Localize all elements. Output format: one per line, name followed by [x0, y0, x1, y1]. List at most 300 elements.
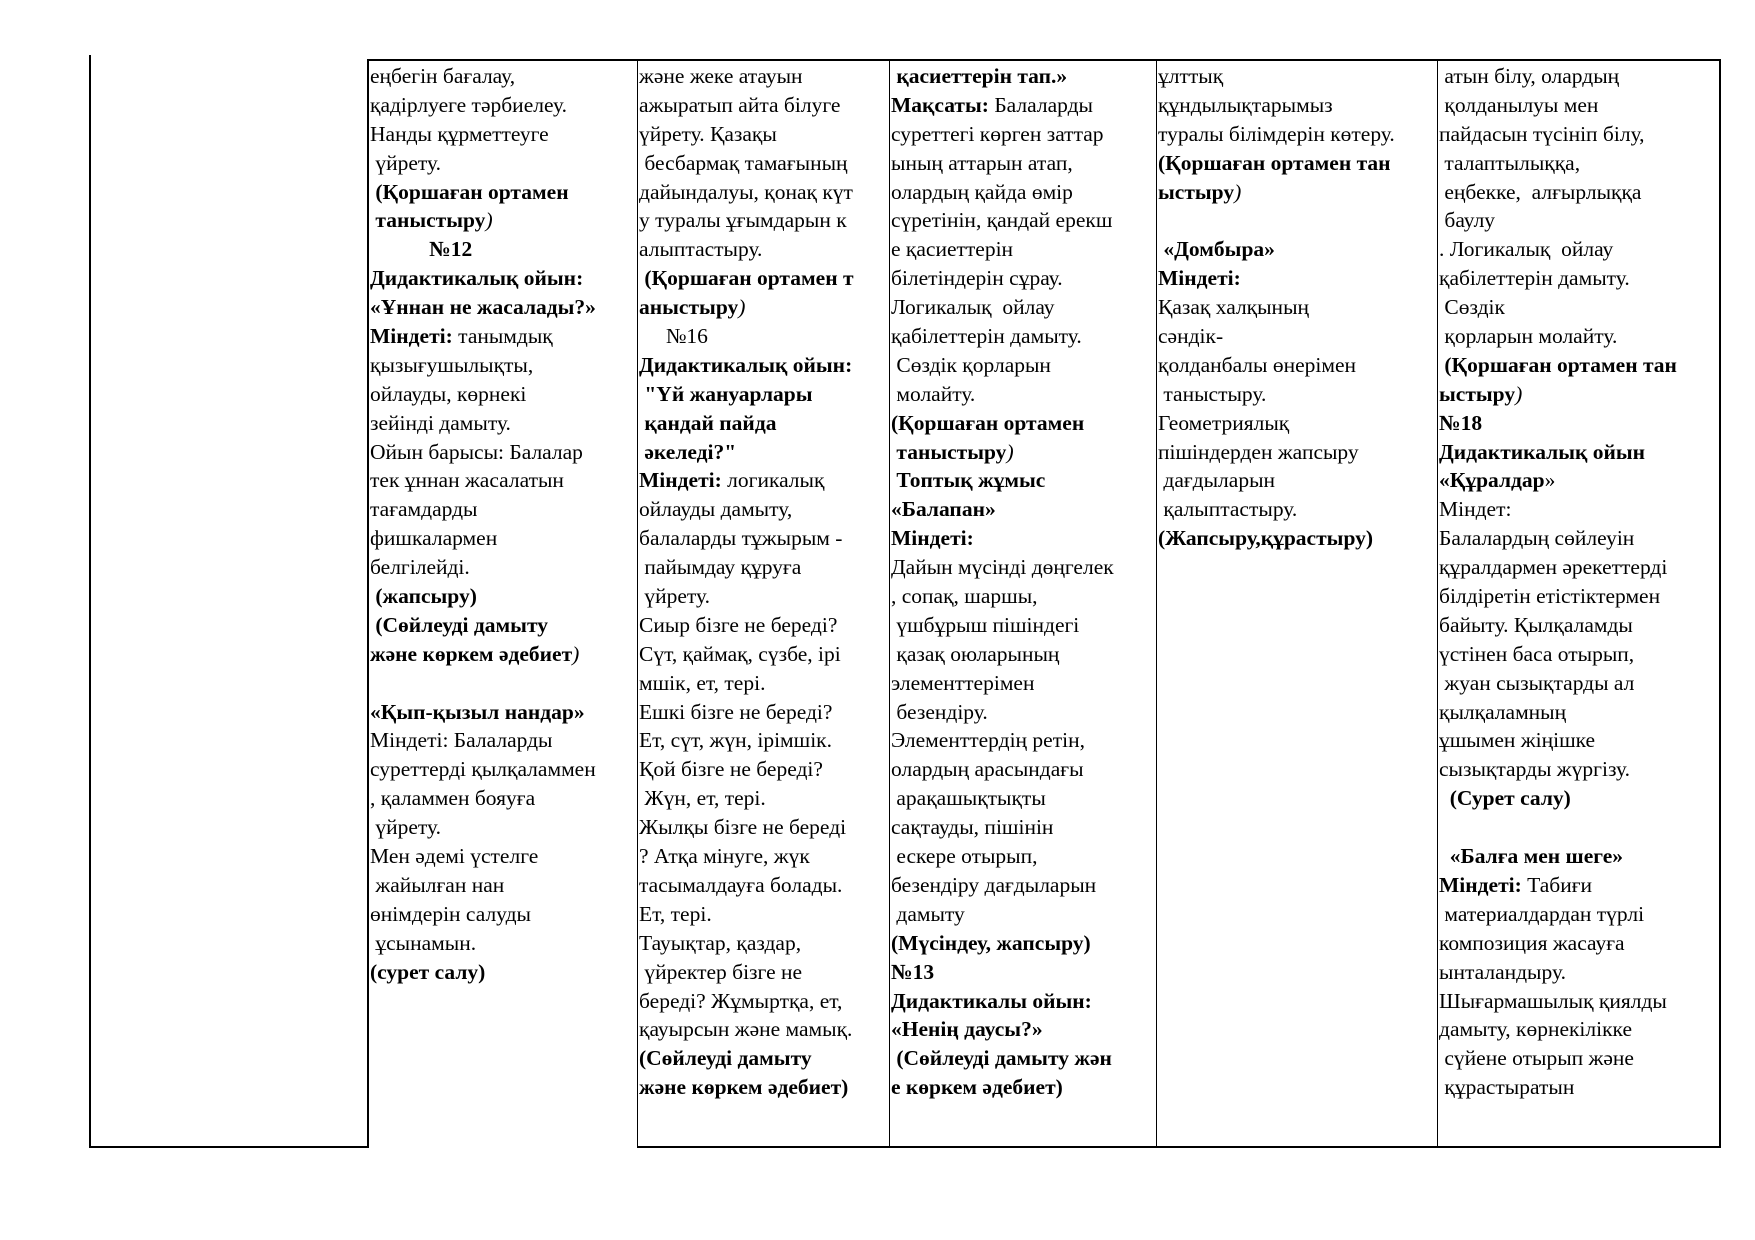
text-run: суреттерді қылқаламмен: [370, 757, 596, 782]
text-run: , сопақ, шаршы,: [891, 584, 1038, 609]
text-run: ойлауды, көрнекі: [370, 381, 527, 406]
text-run: (Қоршаған ортамен т: [639, 266, 854, 291]
text-line: [639, 900, 854, 929]
text-run: Тауықтар, қаздар,: [639, 930, 802, 955]
text-line: [639, 264, 854, 293]
text-run: үйректер бізге не: [639, 959, 803, 984]
table-border-top: [368, 59, 1721, 61]
text-run: баулу: [1439, 208, 1496, 233]
text-line: [891, 755, 1114, 784]
text-run: у туралы ұғымдарын к: [639, 208, 847, 233]
text-line: [639, 235, 854, 264]
text-line: [1439, 438, 1677, 467]
text-run: (Сөйлеуді дамыту: [639, 1046, 812, 1071]
text-line: [1439, 640, 1677, 669]
text-run: Жүн, ет, тері.: [639, 786, 766, 811]
text-line: [370, 871, 596, 900]
text-line: [639, 438, 854, 467]
text-line: [891, 611, 1114, 640]
text-line: [639, 120, 854, 149]
text-line: [370, 553, 596, 582]
table-border-c2-c3: [889, 60, 890, 1147]
text-run: ының аттарын атап,: [891, 150, 1073, 175]
text-run: №12: [370, 237, 473, 262]
text-line: [891, 495, 1114, 524]
text-line: [1439, 726, 1677, 755]
text-run: пайымдау құруға: [639, 555, 802, 580]
text-run: безендіру дағдыларын: [891, 872, 1097, 897]
table-cell-column-5: [1439, 62, 1677, 1102]
text-line: [1439, 524, 1677, 553]
text-line: [1158, 495, 1395, 524]
text-run: «Ненің даусы?»: [891, 1017, 1043, 1042]
text-run: ): [485, 208, 493, 233]
text-line: [1439, 178, 1677, 207]
text-run: №13: [891, 959, 935, 984]
text-run: бесбармақ тамағының: [639, 150, 848, 175]
text-line: [370, 495, 596, 524]
text-run: балаларды тұжырым -: [639, 526, 843, 551]
text-line: [891, 1044, 1114, 1073]
text-line: [891, 640, 1114, 669]
text-line: [1158, 91, 1395, 120]
text-line: [1158, 178, 1395, 207]
text-line: [1158, 264, 1395, 293]
text-run: атын білу, олардың: [1439, 64, 1620, 88]
text-run: Сүт, қаймақ, сүзбе, ірі: [639, 641, 841, 666]
text-run: сәндік-: [1158, 324, 1224, 349]
text-line: [891, 1015, 1114, 1044]
table-border-c4-c5: [1437, 60, 1438, 1147]
text-line: [1439, 958, 1677, 987]
text-run: »: [1544, 468, 1556, 493]
text-run: алыптастыру.: [639, 237, 763, 262]
text-run: (Сөйлеуді дамыту жән: [891, 1046, 1112, 1071]
text-run: сүретінін, қандай ерекш: [891, 208, 1113, 233]
text-line: [370, 91, 596, 120]
text-run: туралы білімдерін көтеру.: [1158, 121, 1395, 146]
text-run: Міндеті:: [370, 324, 453, 349]
text-line: [370, 726, 596, 755]
text-line: [1439, 1044, 1677, 1073]
text-line: [1439, 495, 1677, 524]
text-run: ыстыру: [1158, 179, 1235, 204]
table-cell-column-2: [639, 62, 854, 1102]
text-line: [1158, 322, 1395, 351]
text-run: құралдармен әрекеттерді: [1439, 555, 1668, 580]
text-run: еңбекке, алғырлыққа: [1439, 179, 1642, 204]
text-run: ): [572, 641, 580, 666]
text-line: [1439, 380, 1677, 409]
text-line: [1158, 466, 1395, 495]
text-line: [891, 900, 1114, 929]
text-run: қауырсын және мамық.: [639, 1017, 853, 1042]
text-line: [639, 495, 854, 524]
text-line: [1439, 813, 1677, 842]
text-line: [370, 524, 596, 553]
text-line: [891, 784, 1114, 813]
text-run: танымдық: [452, 324, 553, 349]
text-run: Міндеті: Балаларды: [370, 728, 553, 753]
text-run: Нанды құрметтеуге: [370, 121, 549, 146]
text-line: [891, 987, 1114, 1016]
text-line: [639, 813, 854, 842]
text-run: үйрету. Қазақы: [639, 121, 777, 146]
text-run: дамыту, көрнекілікке: [1439, 1017, 1633, 1042]
text-line: [1439, 755, 1677, 784]
text-line: [639, 987, 854, 1016]
text-line: [370, 62, 596, 91]
text-line: [639, 958, 854, 987]
text-run: жуан сызықтарды ал: [1439, 670, 1635, 695]
text-line: [639, 871, 854, 900]
text-line: [891, 178, 1114, 207]
text-line: [1439, 669, 1677, 698]
text-run: Сөздік қорларын: [891, 352, 1051, 377]
text-run: Жылқы бізге не береді: [639, 815, 847, 840]
text-line: [1439, 235, 1677, 264]
text-run: фишкалармен: [370, 526, 498, 551]
text-line: [370, 351, 596, 380]
text-run: құрастыратын: [1439, 1075, 1575, 1100]
text-run: олардың арасындағы: [891, 757, 1084, 782]
text-run: , қаламмен бояуға: [370, 786, 536, 811]
text-run: ұлттық: [1158, 64, 1224, 88]
text-run: олардың қайда өмір: [891, 179, 1073, 204]
text-line: [639, 755, 854, 784]
text-run: қызығушылықты,: [370, 352, 534, 377]
text-run: (Жапсыру,құрастыру): [1158, 526, 1374, 551]
text-run: Ет, тері.: [639, 901, 712, 926]
text-line: [639, 524, 854, 553]
text-line: [891, 293, 1114, 322]
text-line: [639, 553, 854, 582]
text-run: элементтерімен: [891, 670, 1035, 695]
text-line: [891, 120, 1114, 149]
text-run: үйрету.: [639, 584, 711, 609]
text-line: [639, 380, 854, 409]
text-line: [639, 62, 854, 91]
text-run: "Үй жануарлары: [639, 381, 813, 406]
text-line: [1439, 149, 1677, 178]
text-line: [639, 929, 854, 958]
text-run: Дидактикалық ойын:: [639, 352, 853, 377]
text-line: [639, 149, 854, 178]
text-line: [1439, 987, 1677, 1016]
text-run: тасымалдауға болады.: [639, 872, 843, 897]
text-line: [1158, 206, 1395, 235]
text-line: [1439, 293, 1677, 322]
text-run: (Қоршаған ортамен: [370, 179, 569, 204]
text-run: (жапсыру): [370, 584, 477, 609]
text-line: [639, 91, 854, 120]
text-line: [639, 640, 854, 669]
text-run: ұшымен жіңішке: [1439, 728, 1596, 753]
text-run: «Балапан»: [891, 497, 996, 522]
table-border-c3-c4: [1156, 60, 1157, 1147]
text-line: [1158, 380, 1395, 409]
text-run: Элементтердің ретін,: [891, 728, 1085, 753]
text-run: Міндеті:: [891, 526, 974, 551]
text-run: Табиғи: [1521, 872, 1593, 897]
text-line: [1439, 91, 1677, 120]
text-line: [370, 206, 596, 235]
text-line: [1439, 409, 1677, 438]
text-run: үстінен баса отырып,: [1439, 641, 1635, 666]
text-run: Сөздік: [1439, 295, 1505, 320]
text-line: [891, 698, 1114, 727]
text-run: Дидактикалы ойын:: [891, 988, 1092, 1013]
text-line: [1439, 611, 1677, 640]
text-line: [1158, 409, 1395, 438]
text-run: Топтық жұмыс: [891, 468, 1046, 493]
table-border-c0-c1: [367, 59, 369, 1148]
text-run: ): [1234, 179, 1242, 204]
text-line: [1158, 62, 1395, 91]
text-line: [639, 842, 854, 871]
text-run: (Қоршаған ортамен: [891, 410, 1085, 435]
text-line: [370, 640, 596, 669]
text-line: [1439, 842, 1677, 871]
text-run: үшбұрыш пішіндегі: [891, 612, 1080, 637]
text-run: және көркем әдебиет): [639, 1075, 849, 1100]
text-run: е көркем әдебиет): [891, 1075, 1063, 1100]
text-line: [370, 582, 596, 611]
text-run: білетіндерін сұрау.: [891, 266, 1063, 291]
text-line: [370, 842, 596, 871]
text-line: [891, 235, 1114, 264]
text-run: таныстыру: [370, 208, 486, 233]
text-run: ): [738, 295, 746, 320]
text-run: қолданбалы өнерімен: [1158, 352, 1357, 377]
text-run: таныстыру: [891, 439, 1007, 464]
text-run: Ойын барысы: Балалар: [370, 439, 583, 464]
text-run: Міндеті:: [1158, 266, 1241, 291]
text-line: [891, 582, 1114, 611]
text-run: қандай пайда: [639, 410, 777, 435]
text-run: қадірлуеге тәрбиелеу.: [370, 92, 567, 117]
text-line: [1439, 322, 1677, 351]
text-line: [1439, 264, 1677, 293]
text-line: [639, 409, 854, 438]
text-line: [1439, 351, 1677, 380]
text-run: пішіндерден жапсыру: [1158, 439, 1359, 464]
text-run: сызықтарды жүргізу.: [1439, 757, 1630, 782]
text-run: (Сөйлеуді дамыту: [370, 612, 548, 637]
text-line: [891, 438, 1114, 467]
text-line: [1158, 524, 1395, 553]
text-run: Балаларды: [988, 92, 1093, 117]
text-run: (Сурет салу): [1439, 786, 1571, 811]
text-run: Мен әдемі үстелге: [370, 844, 539, 869]
text-line: [639, 582, 854, 611]
text-run: үйрету.: [370, 150, 442, 175]
text-run: (Қоршаған ортамен тан: [1439, 352, 1677, 377]
text-line: [891, 466, 1114, 495]
text-run: еңбегін бағалау,: [370, 64, 516, 88]
text-run: №18: [1439, 410, 1483, 435]
text-line: [370, 322, 596, 351]
text-run: Міндеті:: [1439, 872, 1522, 897]
text-line: [891, 380, 1114, 409]
text-line: [1439, 871, 1677, 900]
text-run: қорларын молайту.: [1439, 324, 1618, 349]
text-line: [891, 91, 1114, 120]
text-line: [639, 669, 854, 698]
text-line: [891, 958, 1114, 987]
text-line: [891, 409, 1114, 438]
text-run: қасиеттерін тап.»: [891, 64, 1068, 88]
text-run: (Қоршаған ортамен тан: [1158, 150, 1391, 175]
table-border-c1-c2: [637, 60, 638, 1147]
text-line: [891, 322, 1114, 351]
text-run: үйрету.: [370, 815, 442, 840]
text-line: [370, 438, 596, 467]
text-run: Геометриялық: [1158, 410, 1290, 435]
text-line: [639, 1015, 854, 1044]
table-border-left: [89, 55, 91, 1148]
text-line: [1439, 466, 1677, 495]
text-line: [370, 958, 596, 987]
text-run: пайдасын түсініп білу,: [1439, 121, 1645, 146]
text-run: логикалық: [721, 468, 825, 493]
text-line: [1158, 438, 1395, 467]
text-run: белгілейді.: [370, 555, 470, 580]
text-run: Дайын мүсінді дөңгелек: [891, 555, 1114, 580]
text-run: Логикалық ойлау: [891, 295, 1055, 320]
text-run: дамыту: [891, 901, 965, 926]
text-line: [370, 611, 596, 640]
text-line: [891, 351, 1114, 380]
text-run: Мақсаты:: [891, 92, 989, 117]
text-run: е қасиеттерін: [891, 237, 1014, 262]
text-line: [891, 62, 1114, 91]
table-cell-column-3: [891, 62, 1114, 1102]
text-run: қазақ оюларының: [891, 641, 1060, 666]
text-line: [891, 1073, 1114, 1102]
text-run: мшік, ет, тері.: [639, 670, 766, 695]
text-line: [891, 669, 1114, 698]
text-run: «Қып-қызыл нандар»: [370, 699, 585, 724]
text-run: ұсынамын.: [370, 930, 477, 955]
text-run: ? Атқа мінуге, жүк: [639, 844, 810, 869]
text-line: [370, 698, 596, 727]
text-line: [891, 871, 1114, 900]
text-run: жайылған нан: [370, 872, 505, 897]
text-run: қабілеттерін дамыту.: [1439, 266, 1630, 291]
text-line: [1158, 351, 1395, 380]
text-run: (Мүсіндеу, жапсыру): [891, 930, 1091, 955]
text-line: [639, 1044, 854, 1073]
text-line: [891, 553, 1114, 582]
text-run: тағамдарды: [370, 497, 478, 522]
text-line: [639, 466, 854, 495]
text-run: суреттегі көрген заттар: [891, 121, 1104, 146]
text-line: [1439, 553, 1677, 582]
text-line: [1439, 784, 1677, 813]
text-line: [370, 149, 596, 178]
text-run: өнімдерін салуды: [370, 901, 531, 926]
text-run: ): [1006, 439, 1014, 464]
text-line: [1439, 206, 1677, 235]
text-line: [639, 1073, 854, 1102]
text-line: [370, 900, 596, 929]
text-run: «Құралдар: [1439, 468, 1545, 493]
text-run: дағдыларын: [1158, 468, 1276, 493]
text-line: [370, 466, 596, 495]
text-line: [370, 120, 596, 149]
text-run: қабілеттерін дамыту.: [891, 324, 1082, 349]
text-line: [639, 206, 854, 235]
text-run: тек ұннан жасалатын: [370, 468, 564, 493]
text-run: сақтауды, пішінін: [891, 815, 1054, 840]
text-run: Ет, сүт, жүн, ірімшік.: [639, 728, 832, 753]
text-line: [1158, 149, 1395, 178]
text-line: [891, 524, 1114, 553]
text-run: Дидактикалық ойын:: [370, 266, 584, 291]
text-line: [1439, 900, 1677, 929]
text-run: байыту. Қылқаламды: [1439, 612, 1633, 637]
text-run: Қазақ халқының: [1158, 295, 1310, 320]
table-border-bottom: [637, 1146, 1721, 1148]
text-line: [891, 149, 1114, 178]
text-run: Сиыр бізге не береді?: [639, 612, 838, 637]
text-line: [370, 813, 596, 842]
text-run: молайту.: [891, 381, 976, 406]
text-run: композиция жасауға: [1439, 930, 1625, 955]
text-line: [1439, 62, 1677, 91]
text-line: [891, 813, 1114, 842]
text-run: ынталандыру.: [1439, 959, 1566, 984]
text-line: [1439, 1073, 1677, 1102]
text-run: Балалардың сөйлеуін: [1439, 526, 1635, 551]
text-run: Шығармашылық қиялды: [1439, 988, 1667, 1013]
text-line: [1158, 235, 1395, 264]
text-run: ажыратып айта білуге: [639, 92, 841, 117]
text-run: (сурет салу): [370, 959, 486, 984]
text-line: [1439, 120, 1677, 149]
text-line: [639, 784, 854, 813]
text-line: [1158, 293, 1395, 322]
table-cell-column-4: [1158, 62, 1395, 553]
text-line: [891, 726, 1114, 755]
text-run: «Ұннан не жасалады?»: [370, 295, 596, 320]
text-line: [370, 409, 596, 438]
text-line: [370, 235, 596, 264]
text-line: [1439, 582, 1677, 611]
text-run: талаптылыққа,: [1439, 150, 1581, 175]
text-line: [1439, 929, 1677, 958]
text-line: [370, 755, 596, 784]
text-line: [639, 726, 854, 755]
text-run: Дидактикалық ойын: [1439, 439, 1646, 464]
text-run: зейінді дамыту.: [370, 410, 511, 435]
text-run: білдіретін етістіктермен: [1439, 584, 1661, 609]
text-run: қалыптастыру.: [1158, 497, 1298, 522]
text-run: таныстыру.: [1158, 381, 1267, 406]
text-run: береді? Жұмыртқа, ет,: [639, 988, 843, 1013]
text-line: [370, 178, 596, 207]
text-run: ойлауды дамыту,: [639, 497, 793, 522]
text-run: Қой бізге не береді?: [639, 757, 823, 782]
text-run: . Логикалық ойлау: [1439, 237, 1614, 262]
text-run: №16: [639, 324, 708, 349]
text-line: [370, 293, 596, 322]
text-run: «Домбыра»: [1158, 237, 1275, 262]
table-cell-column-1: [370, 62, 596, 987]
text-line: [639, 698, 854, 727]
text-line: [891, 842, 1114, 871]
